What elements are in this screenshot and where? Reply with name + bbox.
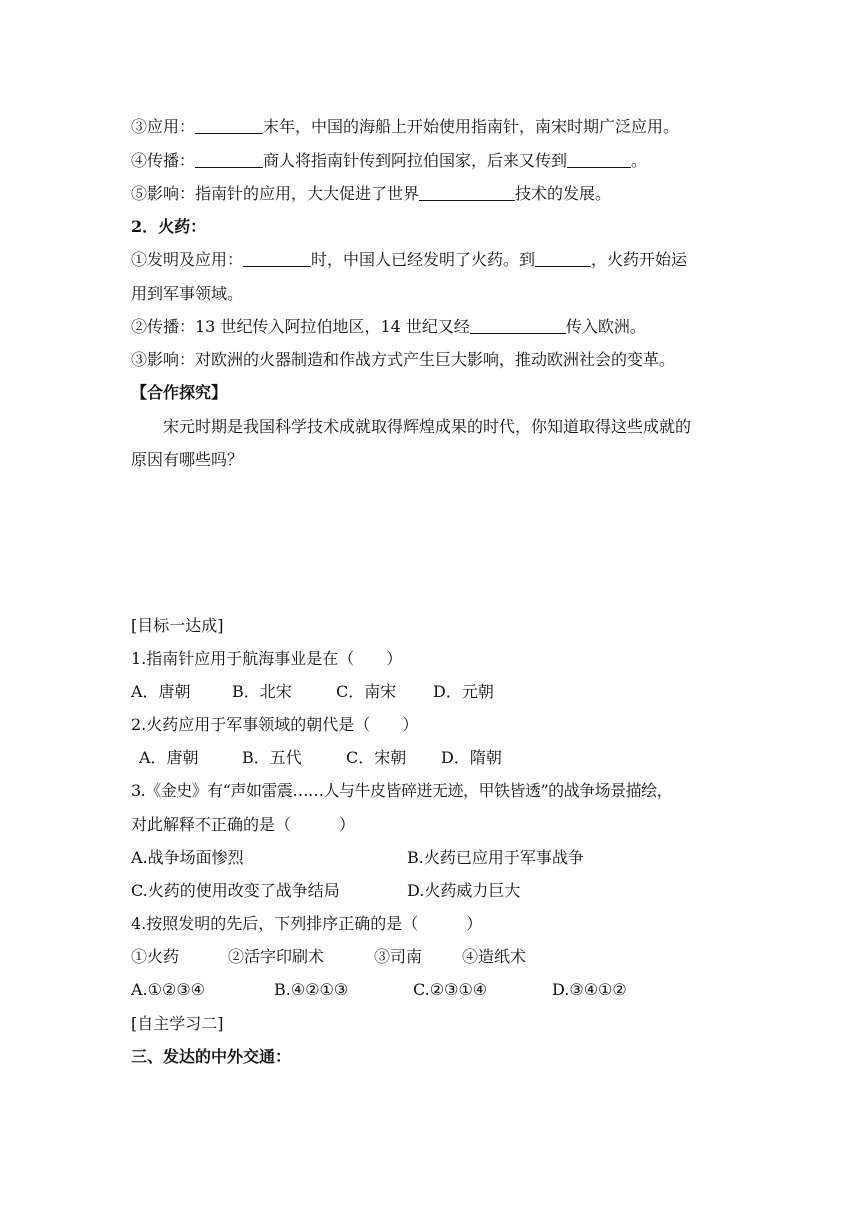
question-3-options-row2 [131,881,520,901]
fill-blank[interactable] [535,250,591,267]
gunpowder-impact: ③影响：对欧洲的火器制造和作战方式产生巨大影响，推动欧洲社会的变革。 [131,350,676,369]
compass-spread: ④传播： 商人将指南针传到阿拉伯国家，后来又传到 。 [131,151,648,170]
option-a[interactable]: A.战争场面惨烈 [131,848,244,867]
option-c[interactable]: C.②③①④ [413,980,488,999]
question-1-options [131,682,494,702]
fill-blank[interactable] [419,184,515,201]
question-1: 1.指南针应用于航海事业是在（ ） [131,649,403,668]
option-b[interactable]: B．五代 [242,748,302,767]
option-d[interactable]: D.③④①② [552,980,627,999]
item-1: ①火药 [131,947,180,966]
option-c[interactable]: C．南宋 [336,682,397,701]
option-a[interactable]: A.①②③④ [131,980,206,999]
item-2: ②活字印刷术 [228,947,325,966]
gunpowder-heading: 2．火药： [131,217,207,236]
fill-blank[interactable] [243,250,311,267]
option-d[interactable]: D．隋朝 [441,748,502,767]
item-3: ③司南 [374,947,423,966]
fill-blank[interactable] [470,317,566,334]
question-4-items [131,947,526,967]
explore-question: 宋元时期是我国科学技术成就取得辉煌成果的时代，你知道取得这些成就的 [163,417,692,436]
compass-application: ③应用： 末年，中国的海船上开始使用指南针，南宋时期广泛应用。 [131,117,680,136]
question-3: 3.《金史》有“声如雷震……人与牛皮皆碎迸无迹，甲铁皆透”的战争场景描绘， [131,781,673,800]
option-c[interactable]: C．宋朝 [346,748,407,767]
option-b[interactable]: B.火药已应用于军事战争 [407,848,584,867]
fill-blank[interactable] [195,151,263,168]
question-4: 4.按照发明的先后，下列排序正确的是（ ） [131,914,483,933]
question-4-options [131,980,627,1000]
explore-question-cont: 原因有哪些吗？ [131,450,244,469]
question-2-options [139,748,502,768]
option-b[interactable]: B．北宋 [232,682,292,701]
gunpowder-invention-cont: 用到军事领域。 [131,284,244,303]
option-a[interactable]: A．唐朝 [131,682,191,701]
gunpowder-invention: ①发明及应用： 时，中国人已经发明了火药。到 ，火药开始运 [131,250,688,269]
fill-blank[interactable] [195,117,263,134]
question-3-options-row1 [131,848,584,868]
compass-impact: ⑤影响：指南针的应用，大大促进了世界 技术的发展。 [131,184,612,203]
option-b[interactable]: B.④②①③ [274,980,349,999]
self-study-heading: [自主学习二] [131,1014,224,1033]
fill-blank[interactable] [567,151,631,168]
section-heading: 三、发达的中外交通： [131,1047,292,1066]
option-d[interactable]: D．元朝 [433,682,494,701]
question-3-cont: 对此解释不正确的是（ ） [131,815,356,834]
explore-heading: 【合作探究】 [131,383,228,402]
option-a[interactable]: A．唐朝 [139,748,199,767]
question-2: 2.火药应用于军事领域的朝代是（ ） [131,715,419,734]
goal-heading: [目标一达成] [131,616,224,635]
option-c[interactable]: C.火药的使用改变了战争结局 [131,881,340,900]
item-4: ④造纸术 [462,947,527,966]
option-d[interactable]: D.火药威力巨大 [407,881,521,900]
gunpowder-spread: ②传播：13 世纪传入阿拉伯地区，14 世纪又经 传入欧洲。 [131,317,646,336]
